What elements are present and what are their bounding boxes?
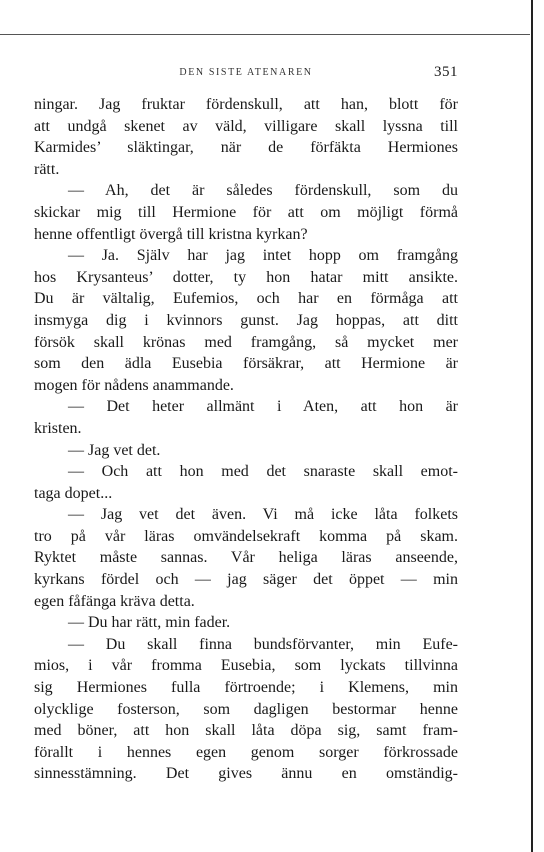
text-line: — Det heter allmänt i Aten, att hon är xyxy=(68,398,458,416)
text-line: Ryktet måste sannas. Vår heliga läras anseende, xyxy=(34,549,458,567)
text-line: att undgå skenet av väld, villigare skall lyssna till xyxy=(34,117,458,135)
text-line: sig Hermiones fulla förtroende; i Klemens, min xyxy=(34,679,458,697)
page-edge-rule xyxy=(531,0,533,852)
text-line: mogen för nådens anammande. xyxy=(34,376,234,394)
text-line: ningar. Jag fruktar fördenskull, att han, blott för xyxy=(34,96,458,113)
text-line: Karmides’ släktingar, när de förfäkta Hermiones xyxy=(34,139,458,157)
text-line: — Och att hon med det snaraste skall emot- xyxy=(68,463,458,481)
text-line: kristen. xyxy=(34,419,82,437)
text-line: sinnesstämning. Det gives ännu en omständig- xyxy=(34,765,458,783)
text-line: Du är vältalig, Eufemios, och har en förmåga att xyxy=(34,290,458,308)
text-line: olycklige fosterson, som dagligen bestormar henne xyxy=(34,700,458,718)
top-edge-rule xyxy=(0,34,530,35)
text-line: taga dopet... xyxy=(34,484,113,502)
text-line: tro på vår läras omvändelsekraft komma på skam. xyxy=(34,527,458,545)
text-line: som den ädla Eusebia försäkrar, att Hermione är xyxy=(34,355,458,373)
page-number: 351 xyxy=(434,64,458,80)
text-line: — Jag vet det. xyxy=(68,441,161,459)
text-line: egen fåfänga kräva detta. xyxy=(34,592,195,610)
running-title: DEN SISTE ATENAREN xyxy=(179,67,313,78)
text-line: rätt. xyxy=(34,160,60,178)
text-line: — Ja. Själv har jag intet hopp om framgång xyxy=(68,247,458,265)
text-line: med böner, att hon skall låta döpa sig, samt fram- xyxy=(34,722,458,740)
text-line: — Ah, det är således fördenskull, som du xyxy=(68,182,458,200)
text-line: hos Krysanteus’ dotter, ty hon hatar mitt ansikte. xyxy=(34,268,458,286)
text-line: skickar mig till Hermione för att om möjligt förmå xyxy=(34,203,458,221)
text-line: — Du har rätt, min fader. xyxy=(68,614,231,632)
text-line: försök skall krönas med framgång, så mycket mer xyxy=(34,333,458,351)
text-line: henne offentligt övergå till kristna kyrkan? xyxy=(34,225,308,243)
text-line: — Jag vet det även. Vi må icke låta folkets xyxy=(68,506,458,524)
running-header xyxy=(34,64,458,84)
text-line: kyrkans fördel och — jag säger det öppet — min xyxy=(34,571,458,589)
body-text xyxy=(34,94,458,785)
text-line: — Du skall finna bundsförvanter, min Eufe- xyxy=(68,635,458,653)
text-line: förallt i hennes egen genom sorger förkrossade xyxy=(34,743,458,761)
text-line: insmyga dig i kvinnors gunst. Jag hoppas, att ditt xyxy=(34,311,458,329)
text-line: mios, i vår fromma Eusebia, som lyckats tillvinna xyxy=(34,657,458,675)
